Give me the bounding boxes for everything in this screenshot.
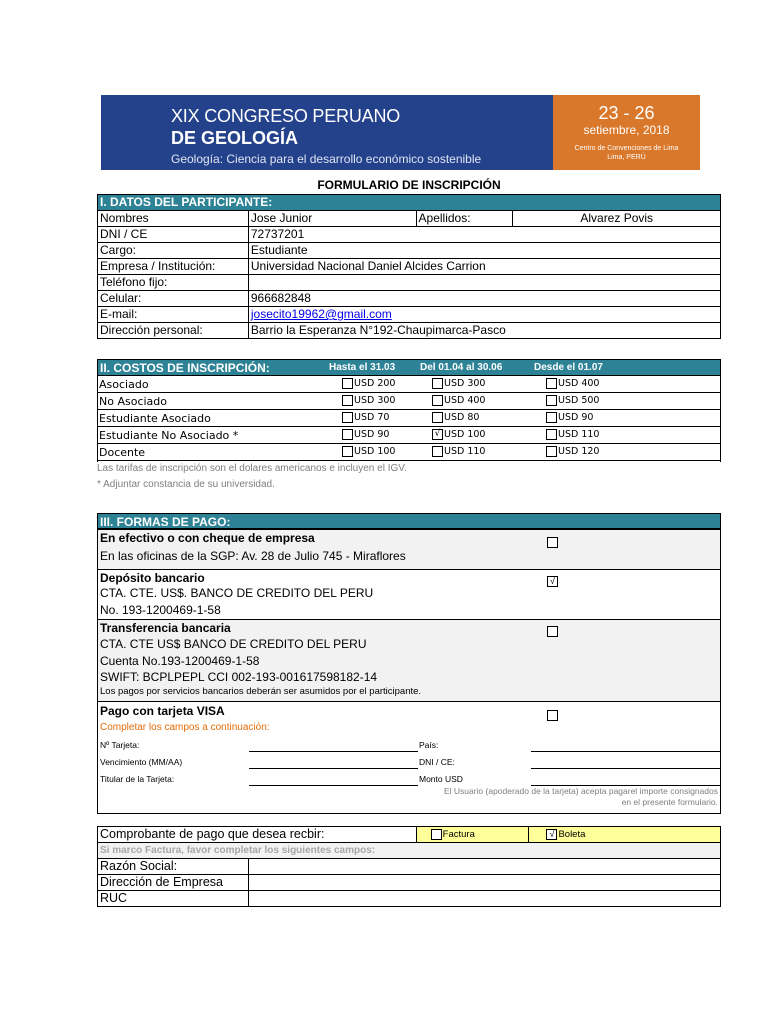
- cost-checkbox[interactable]: [342, 429, 353, 440]
- cost-row: [97, 410, 721, 427]
- section3-header: [97, 513, 721, 529]
- visa-disclaimer-line1: El Usuario (apoderado de la tarjeta) acepta pagarel importe consignados: [443, 786, 718, 796]
- cost-option[interactable]: [546, 429, 599, 440]
- event-venue-line2: Lima, PERÚ: [607, 154, 646, 161]
- ruc-field[interactable]: [248, 891, 720, 907]
- event-title-line2: DE GEOLOGÍA: [171, 128, 299, 148]
- event-subtitle: Geología: Ciencia para el desarrollo económico sostenible: [171, 152, 482, 166]
- cost-col2-header: Del 01.04 al 30.06: [420, 362, 503, 373]
- cost-option[interactable]: [432, 446, 485, 457]
- invoice-option-label: Factura: [442, 829, 475, 840]
- email-link[interactable]: josecito19962@gmail.com: [250, 307, 392, 321]
- transfer-line1: CTA. CTE US$ BANCO DE CREDITO DEL PERU: [100, 637, 367, 651]
- cost-price: USD 110: [558, 429, 600, 440]
- cost-price: USD 100: [354, 446, 396, 457]
- cost-price: USD 400: [558, 378, 600, 389]
- receipt-option[interactable]: [529, 827, 721, 843]
- section1-title: I. DATOS DEL PARTICIPANTE:: [98, 195, 721, 211]
- expiry-label: Vencimiento (MM/AA): [100, 757, 183, 767]
- empresa-field[interactable]: Universidad Nacional Daniel Alcides Carrion: [248, 259, 720, 275]
- cost-option[interactable]: [342, 412, 389, 423]
- expiry-input[interactable]: [249, 768, 418, 769]
- direccion-label: Dirección personal:: [98, 323, 249, 339]
- invoice-table: [97, 826, 721, 907]
- cost-checkbox[interactable]: [546, 446, 557, 457]
- telefono-field[interactable]: [248, 275, 720, 291]
- visa-disclaimer-line2: en el presente formulario.: [621, 797, 718, 807]
- visa-checkbox[interactable]: [547, 710, 558, 721]
- cash-checkbox[interactable]: [547, 537, 558, 548]
- cost-col3-header: Desde el 01.07: [534, 362, 603, 373]
- company-address-label: Dirección de Empresa: [98, 875, 249, 891]
- cost-row: [97, 444, 721, 461]
- section3-title: III. FORMAS DE PAGO:: [100, 515, 231, 529]
- payment-cash-block: [97, 529, 721, 570]
- cost-option[interactable]: [432, 429, 485, 440]
- cost-price: USD 400: [444, 395, 486, 406]
- nombres-field[interactable]: Jose Junior: [248, 211, 416, 227]
- cargo-label: Cargo:: [98, 243, 249, 259]
- event-venue: [553, 144, 700, 162]
- business-name-field[interactable]: [248, 859, 720, 875]
- card-number-label: Nº Tarjeta:: [100, 740, 140, 750]
- cost-price: USD 80: [444, 412, 480, 423]
- amount-label: Monto USD: [419, 774, 463, 784]
- celular-field[interactable]: 966682848: [248, 291, 720, 307]
- company-address-field[interactable]: [248, 875, 720, 891]
- country-label: País:: [419, 740, 439, 750]
- cost-price: USD 200: [354, 378, 396, 389]
- cost-option[interactable]: [342, 446, 395, 457]
- receipt-checkbox[interactable]: √: [546, 829, 557, 840]
- cost-row-label: Estudiante No Asociado *: [99, 429, 239, 442]
- apellidos-label: Apellidos:: [416, 211, 513, 227]
- cost-price: USD 110: [444, 446, 486, 457]
- cost-checkbox[interactable]: [432, 378, 443, 389]
- cost-row: [97, 376, 721, 393]
- transfer-line2: Cuenta No.193-1200469-1-58: [100, 654, 260, 668]
- empresa-label: Empresa / Institución:: [98, 259, 249, 275]
- dni-label: DNI / CE: [98, 227, 249, 243]
- cost-price: USD 90: [354, 429, 390, 440]
- dni-field[interactable]: 72737201: [248, 227, 720, 243]
- cost-checkbox[interactable]: [342, 412, 353, 423]
- cost-price: USD 300: [444, 378, 486, 389]
- cost-price: USD 90: [558, 412, 594, 423]
- cost-option[interactable]: [342, 429, 389, 440]
- cost-checkbox[interactable]: [432, 395, 443, 406]
- ruc-label: RUC: [98, 891, 249, 907]
- invoice-note: Si marco Factura, favor completar los siguientes campos:: [98, 843, 721, 859]
- email-label: E-mail:: [98, 307, 249, 323]
- cost-price: USD 100: [444, 429, 486, 440]
- cost-checkbox[interactable]: [546, 412, 557, 423]
- event-venue-line1: Centro de Convenciones de Lima: [574, 145, 679, 152]
- country-input[interactable]: [531, 751, 721, 752]
- deposit-line1: CTA. CTE. US$. BANCO DE CREDITO DEL PERU: [100, 586, 374, 600]
- nombres-label: Nombres: [98, 211, 249, 227]
- cost-row-label: Estudiante Asociado: [99, 412, 211, 425]
- visa-instructions: Completar los campos a continuación:: [100, 722, 270, 733]
- transfer-line3: SWIFT: BCPLPEPL CCI 002-193-001617598182-14: [100, 670, 378, 684]
- visa-dni-input[interactable]: [531, 768, 721, 769]
- cost-option[interactable]: [546, 446, 599, 457]
- transfer-title: Transferencia bancaria: [100, 621, 231, 635]
- cost-checkbox[interactable]: [546, 378, 557, 389]
- cost-option[interactable]: [546, 378, 599, 389]
- cost-col1-header: Hasta el 31.03: [329, 362, 396, 373]
- cost-price: USD 70: [354, 412, 390, 423]
- visa-title: Pago con tarjeta VISA: [100, 704, 225, 718]
- cost-option[interactable]: [546, 412, 593, 423]
- business-name-label: Razón Social:: [98, 859, 249, 875]
- cost-row-label: No Asociado: [99, 395, 167, 408]
- cost-checkbox[interactable]: √: [432, 429, 443, 440]
- invoice-option[interactable]: [416, 827, 529, 843]
- cargo-field[interactable]: Estudiante: [248, 243, 720, 259]
- apellidos-field[interactable]: Alvarez Povis: [513, 211, 721, 227]
- cost-option[interactable]: [546, 395, 599, 406]
- cost-note-1: Las tarifas de inscripción son el dolares americanos e incluyen el IGV.: [97, 463, 407, 474]
- payment-transfer-block: [97, 619, 721, 702]
- celular-label: Celular:: [98, 291, 249, 307]
- cost-option[interactable]: [432, 412, 479, 423]
- cost-option[interactable]: [432, 378, 485, 389]
- deposit-title: Depósito bancario: [100, 571, 205, 585]
- direccion-field[interactable]: Barrio la Esperanza N°192-Chaupimarca-Pasco: [248, 323, 720, 339]
- deposit-line2: No. 193-1200469-1-58: [100, 603, 221, 617]
- cost-option[interactable]: [342, 378, 395, 389]
- cost-row: [97, 427, 721, 444]
- transfer-note: Los pagos por servicios bancarios deberán ser asumidos por el participante.: [100, 686, 422, 697]
- email-field[interactable]: [248, 307, 720, 323]
- section2-title: II. COSTOS DE INSCRIPCIÓN:: [100, 361, 270, 375]
- cost-checkbox[interactable]: [432, 446, 443, 457]
- cost-note-2: * Adjuntar constancia de su universidad.: [97, 479, 275, 490]
- cost-option[interactable]: [432, 395, 485, 406]
- cost-row: [97, 393, 721, 410]
- cost-checkbox[interactable]: [342, 378, 353, 389]
- cost-row-label: Docente: [99, 446, 146, 459]
- visa-dni-label: DNI / CE:: [419, 757, 455, 767]
- cash-line1: En las oficinas de la SGP: Av. 28 de Julio 745 - Miraflores: [100, 549, 406, 563]
- invoice-checkbox[interactable]: [431, 829, 442, 840]
- deposit-checkbox[interactable]: √: [547, 576, 558, 587]
- participant-data-table: [97, 194, 721, 339]
- card-number-input[interactable]: [249, 751, 418, 752]
- event-dates: 23 - 26: [598, 103, 655, 123]
- cardholder-label: Titular de la Tarjeta:: [100, 774, 175, 784]
- cost-checkbox[interactable]: [546, 429, 557, 440]
- payment-deposit-block: [97, 569, 721, 620]
- cost-checkbox[interactable]: [342, 395, 353, 406]
- cost-price: USD 500: [558, 395, 600, 406]
- section2-header: [97, 359, 721, 376]
- receipt-type-label: Comprobante de pago que desea recbir:: [98, 827, 417, 843]
- telefono-label: Teléfono fijo:: [98, 275, 249, 291]
- visa-disclaimer: [388, 786, 718, 808]
- cost-checkbox[interactable]: [432, 412, 443, 423]
- form-title: FORMULARIO DE INSCRIPCIÓN: [317, 178, 501, 192]
- transfer-checkbox[interactable]: [547, 626, 558, 637]
- payment-visa-block: [97, 701, 721, 814]
- cash-title: En efectivo o con cheque de empresa: [100, 531, 315, 545]
- cost-row-label: Asociado: [99, 378, 149, 391]
- cost-price: USD 120: [558, 446, 600, 457]
- cost-checkbox[interactable]: [342, 446, 353, 457]
- cost-checkbox[interactable]: [546, 395, 557, 406]
- cost-option[interactable]: [342, 395, 395, 406]
- receipt-option-label: Boleta: [558, 829, 586, 840]
- event-title-line1: XIX CONGRESO PERUANO: [171, 106, 401, 126]
- cost-price: USD 300: [354, 395, 396, 406]
- event-month: setiembre, 2018: [583, 123, 670, 137]
